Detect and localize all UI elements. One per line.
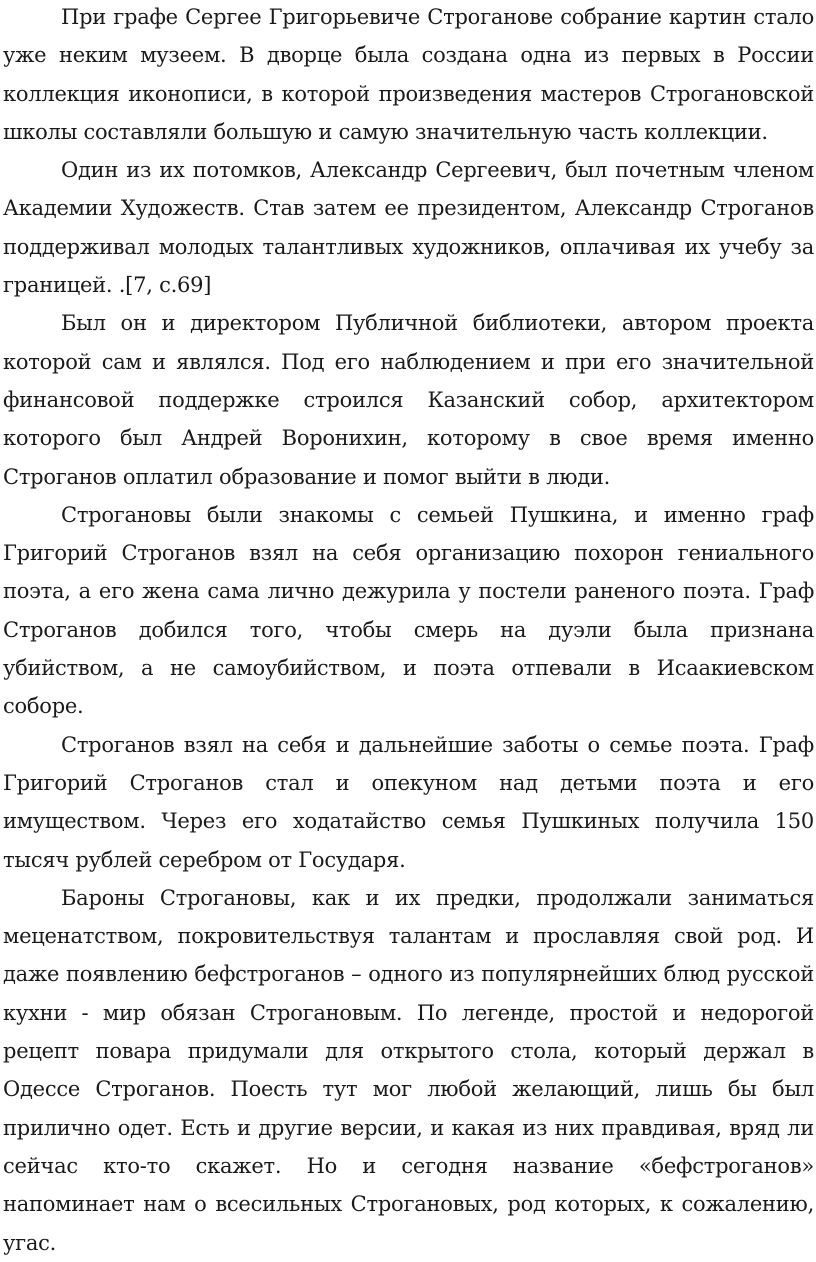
paragraph-2: Один из их потомков, Александр Сергеевич, был почетным членом Академии Художеств. Став затем ее президентом, Александр Строганов поддерживал молодых талантливых художников, оплачивая их учебу за границей. .[7, с.69] bbox=[3, 158, 814, 298]
paragraph-1: При графе Сергее Григорьевиче Строганове собрание картин стало уже неким музеем. В дворце была создана одна из первых в России коллекция иконописи, в которой произведения мастеров Строгановской школы составляли большую и самую значительную часть коллекции. bbox=[3, 5, 814, 144]
paragraph-3: Был он и директором Публичной библиотеки, автором проекта которой сам и являлся. Под его наблюдением и при его значительной финансовой поддержке строился Казанский собор, архитектором которого был Андрей Воронихин, которому в свое время именно Строганов оплатил образование и помог выйти в люди. bbox=[3, 311, 814, 489]
paragraph-5: Строганов взял на себя и дальнейшие заботы о семье поэта. Граф Григорий Строганов стал и опекуном над детьми поэта и его имуществом. Через его ходатайство семья Пушкиных получила 150 тысяч рублей серебром от Государя. bbox=[3, 732, 814, 872]
paragraph-4: Строгановы были знакомы с семьей Пушкина, и именно граф Григорий Строганов взял на себя организацию похорон гениального поэта, а его жена сама лично дежурила у постели раненого поэта. Граф Строганов добился того, чтобы смерь на дуэли была признана убийством, а не самоубийством, и поэта отпевали в Исаакиевском соборе. bbox=[3, 502, 814, 719]
paragraph-6: Бароны Строгановы, как и их предки, продолжали заниматься меценатством, покровительствуя талантам и прославляя свой род. И даже появлению бефстроганов – одного из популярнейших блюд русской кухни - мир обязан Строгановым. По легенде, простой и недорогой рецепт повара придумали для открытого стола, который держал в Одессе Строганов. Поесть тут мог любой желающий, лишь бы был прилично одет. Есть и другие версии, и какая из них правдивая, вряд ли сейчас кто-то скажет. Но и сегодня название «бефстроганов» напоминает нам о всесильных Строгановых, род которых, к сожалению, угас. bbox=[3, 885, 814, 1255]
